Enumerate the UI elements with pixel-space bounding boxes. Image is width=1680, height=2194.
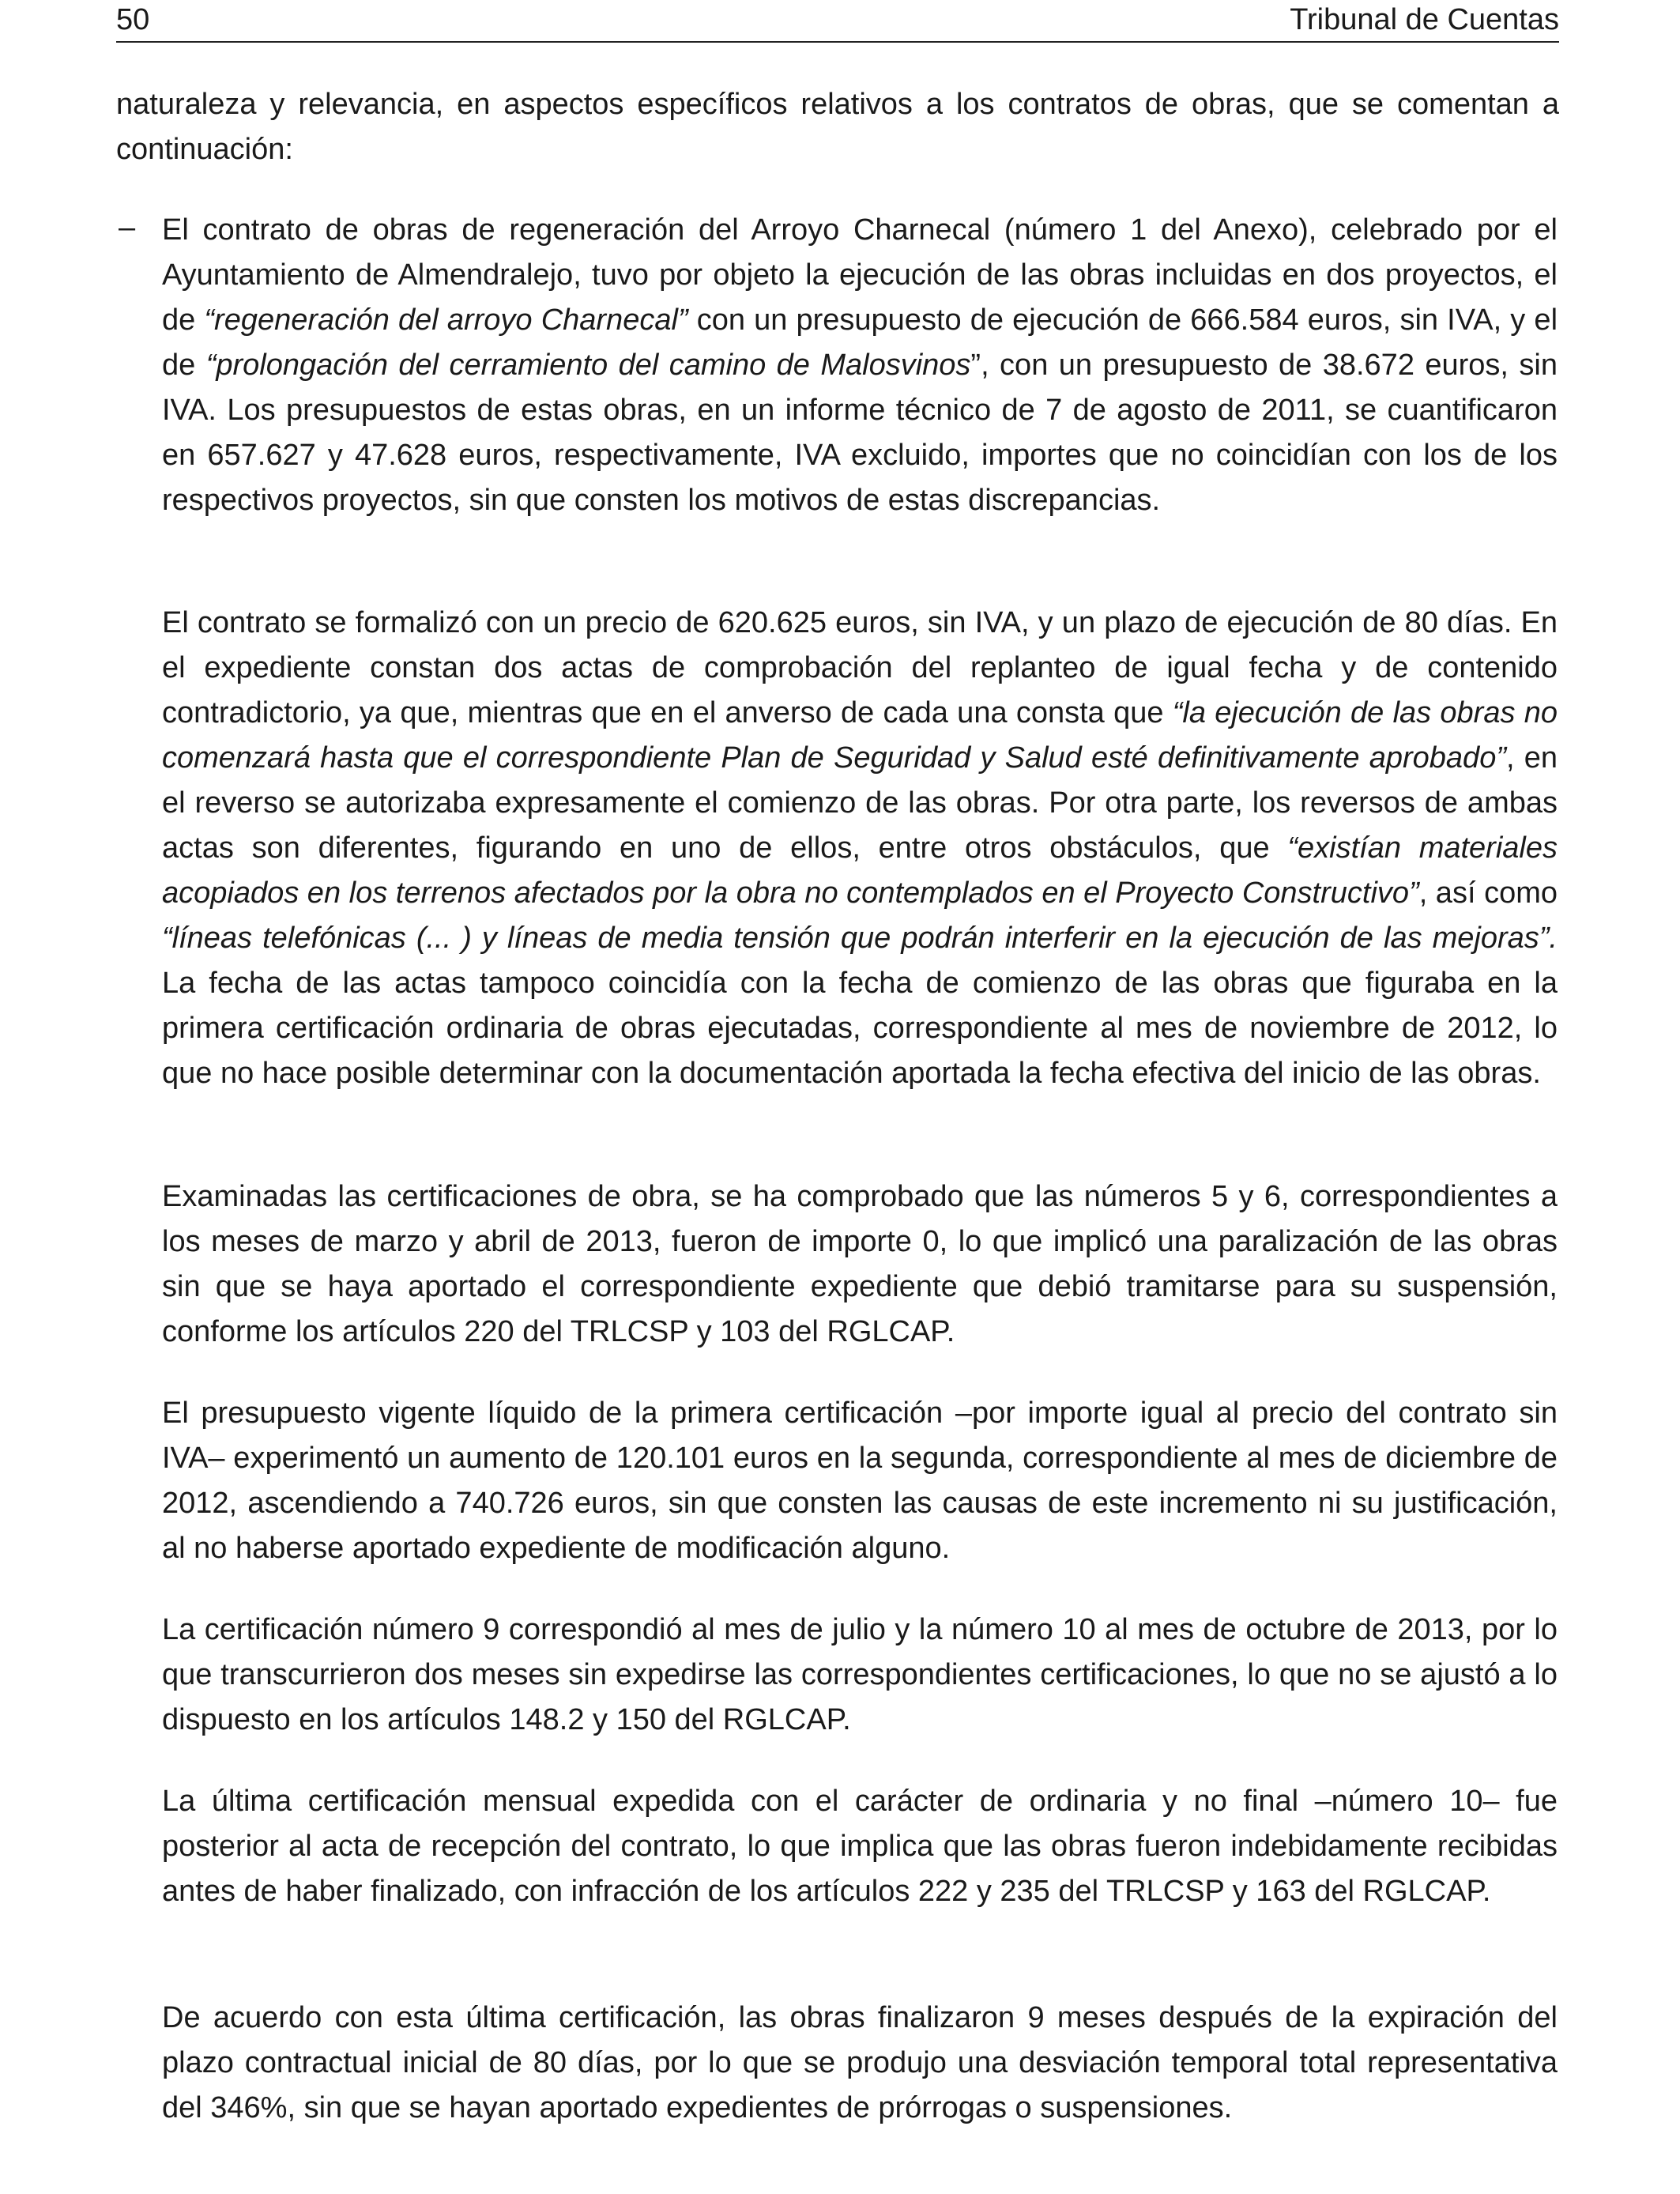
text-run: La fecha de las actas tampoco coincidía con la fecha de comienzo de las obras que figuraba en la primera certificación ordinaria de obras ejecutadas, correspondiente al mes de noviembre de 2012, lo que no hace posible determinar con la documentación aportada la fecha efectiva del inicio de las obras. (162, 967, 1558, 1090)
text-run: ”, con un presupuesto de 38.672 euros, sin IVA. Los presupuestos de estas obras, en un informe técnico de 7 de agosto de 2011, se cuantificaron en 657.627 y 47.628 euros, respectivamente, IVA excluido, importes que no coincidían con los de los respectivos proyectos, sin que consten los motivos de estas discrepancias. (162, 349, 1558, 517)
contract-paragraph-2 (162, 601, 1558, 1096)
contract-paragraph-1 (162, 208, 1558, 523)
bullet-dash: – (119, 211, 136, 244)
conclusion-paragraph: De acuerdo con esta última certificación, las obras finalizaron 9 meses después de la expiración del plazo contractual inicial de 80 días, por lo que se produjo una desviación temporal total representativa del 346%, sin que se hayan aportado expedientes de prórrogas o suspensiones. (162, 2001, 1558, 2124)
text-run: El contrato de obras de regeneración del Arroyo Charnecal (número 1 del Anexo), celebrado por el Ayuntamiento de Almendralejo, tuvo por objeto la ejecución de las obras incluidas en dos proyectos, el de (162, 213, 1558, 337)
certification-9-paragraph: La certificación número 9 correspondió al mes de julio y la número 10 al mes de octubre de 2013, por lo que transcurrieron dos meses sin expedirse las correspondientes certificaciones, lo que no se ajustó a lo dispuesto en los artículos 148.2 y 150 del RGLCAP. (162, 1613, 1558, 1736)
page-number: 50 (116, 3, 150, 36)
budget-paragraph: El presupuesto vigente líquido de la primera certificación –por importe igual al precio del contrato sin IVA– experimentó un aumento de 120.101 euros en la segunda, correspondiente al mes de diciembre de 2012, ascendiendo a 740.726 euros, sin que consten las causas de este incremento ni su justificación, al no haberse aportado expediente de modificación alguno. (162, 1397, 1558, 1565)
certifications-paragraph: Examinadas las certificaciones de obra, se ha comprobado que las números 5 y 6, correspondientes a los meses de marzo y abril de 2013, fueron de importe 0, lo que implicó una paralización de las obras sin que se haya aportado el correspondiente expediente que debió tramitarse para su suspensión, conforme los artículos 220 del TRLCSP y 103 del RGLCAP. (162, 1180, 1558, 1348)
quote: “la ejecución de las obras no comenzará hasta que el correspondiente Plan de Seguridad y Salud esté definitivamente aprobado” (162, 696, 1558, 775)
last-certification-paragraph: La última certificación mensual expedida con el carácter de ordinaria y no final –número 10– fue posterior al acta de recepción del contrato, lo que implica que las obras fueron indebidamente recibidas antes de haber finalizado, con infracción de los artículos 222 y 235 del TRLCSP y 163 del RGLCAP. (162, 1785, 1558, 1908)
quoted-project-name: “regeneración del arroyo Charnecal” (204, 303, 688, 337)
text-run: , así como (1418, 876, 1558, 910)
text-run: con un presupuesto de ejecución de 666.584 euros, sin IVA, y el de (162, 303, 1558, 382)
quote: “líneas telefónicas (... ) y líneas de media tensión que podrán interferir en la ejecución de las mejoras”. (162, 922, 1558, 955)
intro-paragraph: naturaleza y relevancia, en aspectos específicos relativos a los contratos de obras, que se comentan a continuación: (116, 88, 1559, 166)
header-title: Tribunal de Cuentas (1290, 3, 1559, 36)
page-header (116, 3, 1559, 43)
text-run: , en el reverso se autorizaba expresamente el comienzo de las obras. Por otra parte, los reversos de ambas actas son diferentes, figurando en uno de ellos, entre otros obstáculos, que (162, 741, 1558, 865)
text-run: El contrato se formalizó con un precio de 620.625 euros, sin IVA, y un plazo de ejecución de 80 días. En el expediente constan dos actas de comprobación del replanteo de igual fecha y de contenido contradictorio, ya que, mientras que en el anverso de cada una consta que (162, 606, 1558, 729)
quoted-project-name: “prolongación del cerramiento del camino de Malosvinos (205, 349, 971, 382)
quote: “existían materiales acopiados en los terrenos afectados por la obra no contemplados en el Proyecto Constructivo” (162, 831, 1558, 910)
